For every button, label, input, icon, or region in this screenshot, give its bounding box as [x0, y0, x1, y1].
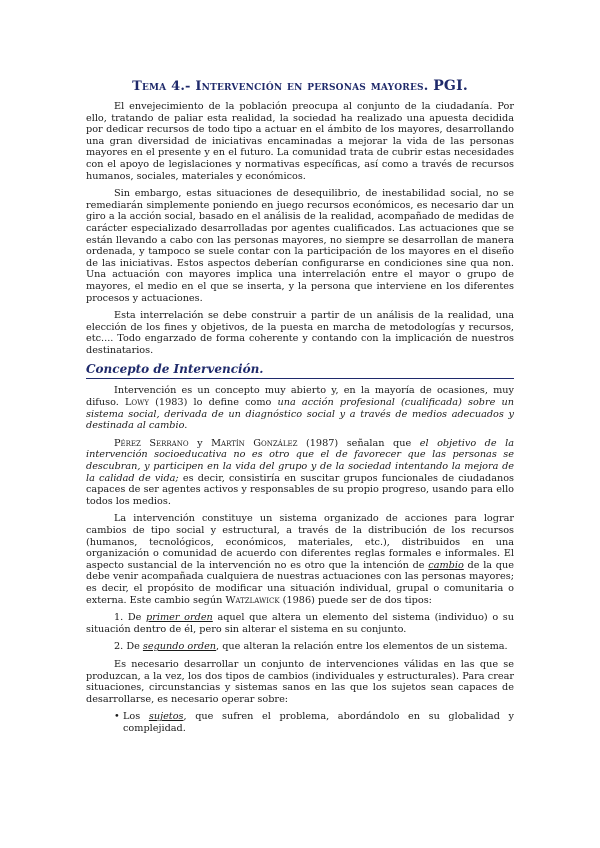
quote: el objetivo de la intervención socioeducativa no es otro que el de favorecer que las personas se descubran, y participen en la vida del grupo y de la sociedad intentando la mejora de la calidad de vida;	[86, 437, 514, 484]
text-run: (1987) señalan que	[297, 437, 420, 449]
text-run: es decir, consistiría en suscitar grupos funcionales de ciudadanos capaces de ser agentes activos y responsables de su propio progreso, usando para ello todos los medios.	[86, 472, 515, 507]
numbered-item-2	[86, 641, 514, 653]
emphasis-term: cambio	[428, 559, 464, 571]
bullet-icon: •	[114, 711, 120, 723]
title-tag: PGI.	[433, 78, 468, 94]
author-name: Watzlawick	[225, 594, 280, 606]
emphasis-term: segundo orden	[142, 641, 217, 653]
section-paragraph-2	[86, 438, 514, 508]
intro-paragraph-3: Esta interrelación se debe construir a partir de un análisis de la realidad, una elección de los fines y objetivos, de la puesta en marcha de metodologías y recursos, etc.... Todo engarzado de forma coherente y contando con la implicación de nuestros destinatarios.	[86, 310, 514, 356]
item-number: 1. De	[114, 612, 147, 624]
author-name: Pérez Serrano	[114, 437, 189, 449]
section-paragraph-4: Es necesario desarrollar un conjunto de intervenciones válidas en las que se produzcan, a la vez, los dos tipos de cambios (individuales y estructurales). Para crear situaciones, circunstancias y sistemas sanos en las que los sujetos sean capaces de desarrollarse, es necesario operar sobre:	[86, 658, 514, 705]
emphasis-term: primer orden	[146, 612, 213, 624]
numbered-item-1	[86, 612, 514, 635]
text-run: (1983) lo define como	[149, 397, 278, 409]
author-name: Lowy	[125, 397, 149, 409]
title-main: Tema 4.- Intervención en personas mayores.	[132, 79, 429, 94]
page-title	[86, 78, 514, 94]
text-run: Intervención es un concepto muy abierto y, en la mayoría de ocasiones, muy difuso.	[86, 385, 514, 409]
text-run: La intervención constituye un sistema organizado de acciones para lograr cambios de tipo social y estructural, a través de la distribución de los recursos (humanos, tecnológicos, económicos, materiales, etc.), distribuidos en una organización o comunidad de acuerdo con diferentes reglas formales e informales. El aspecto sustancial de la intervención no es otro que la intención de	[86, 513, 514, 571]
text-run: (1986) puede ser de dos tipos:	[279, 594, 432, 606]
text-run: , que sufren el problema, abordándolo en su globalidad y complejidad.	[123, 711, 514, 734]
item-text: , que alteran la relación entre los elementos de un sistema.	[216, 641, 508, 653]
section-paragraph-3	[86, 513, 514, 606]
intro-paragraph-1: El envejecimiento de la población preocupa al conjunto de la ciudadanía. Por ello, tratando de paliar esta realidad, la sociedad ha realizado una apuesta decidida por dedicar recursos de todo tipo a actuar en el ámbito de los mayores, desarrollando una gran diversidad de iniciativas encaminadas a mejorar la vida de las personas mayores en el presente y en el futuro. La comunidad trata de cubrir estas necesidades con el apoyo de legislaciones y normativas específicas, así como a través de recursos humanos, sociales, materiales y económicos.	[86, 101, 514, 182]
text-run: de la que debe venir acompañada cualquiera de nuestras actuaciones con las personas mayores; es decir, el propósito de modificar una situación individual, grupal o comunitaria o externa. Este cambio según	[86, 559, 514, 606]
emphasis-term: sujetos	[148, 711, 184, 723]
bullet-text	[123, 711, 514, 734]
quote: una acción profesional (cualificada) sobre un sistema social, derivada de un diagnóstico social y a través de medios adecuados y destinada al cambio.	[86, 397, 515, 432]
section-paragraph-1	[86, 385, 514, 431]
item-text: aquel que altera un elemento del sistema (individuo) o su situación dentro de él, pero sin alterar el sistema en su conjunto.	[86, 612, 515, 635]
section-heading: Concepto de Intervención.	[86, 362, 514, 379]
item-number: 2. De	[114, 641, 143, 653]
bullet-item-1	[114, 711, 514, 734]
intro-paragraph-2: Sin embargo, estas situaciones de desequilibrio, de inestabilidad social, no se remediarán simplemente poniendo en juego recursos económicos, es necesario dar un giro a la acción social, basado en el análisis de la realidad, acompañado de medidas de carácter especializado desarrolladas por agentes cualificados. Las actuaciones que se están llevando a cabo con las personas mayores, no siempre se desarrollan de manera ordenada, y tampoco se suele contar con la participación de los mayores en el diseño de las iniciativas. Estos aspectos deberían configurarse en condiciones sine qua non. Una actuación con mayores implica una interrelación entre el mayor o grupo de mayores, el medio en el que se inserta, y la persona que interviene en los diferentes procesos y actuaciones.	[86, 188, 514, 304]
text-run: y	[188, 437, 212, 449]
text-run: Los	[123, 711, 149, 723]
author-name: Martín González	[211, 437, 298, 449]
